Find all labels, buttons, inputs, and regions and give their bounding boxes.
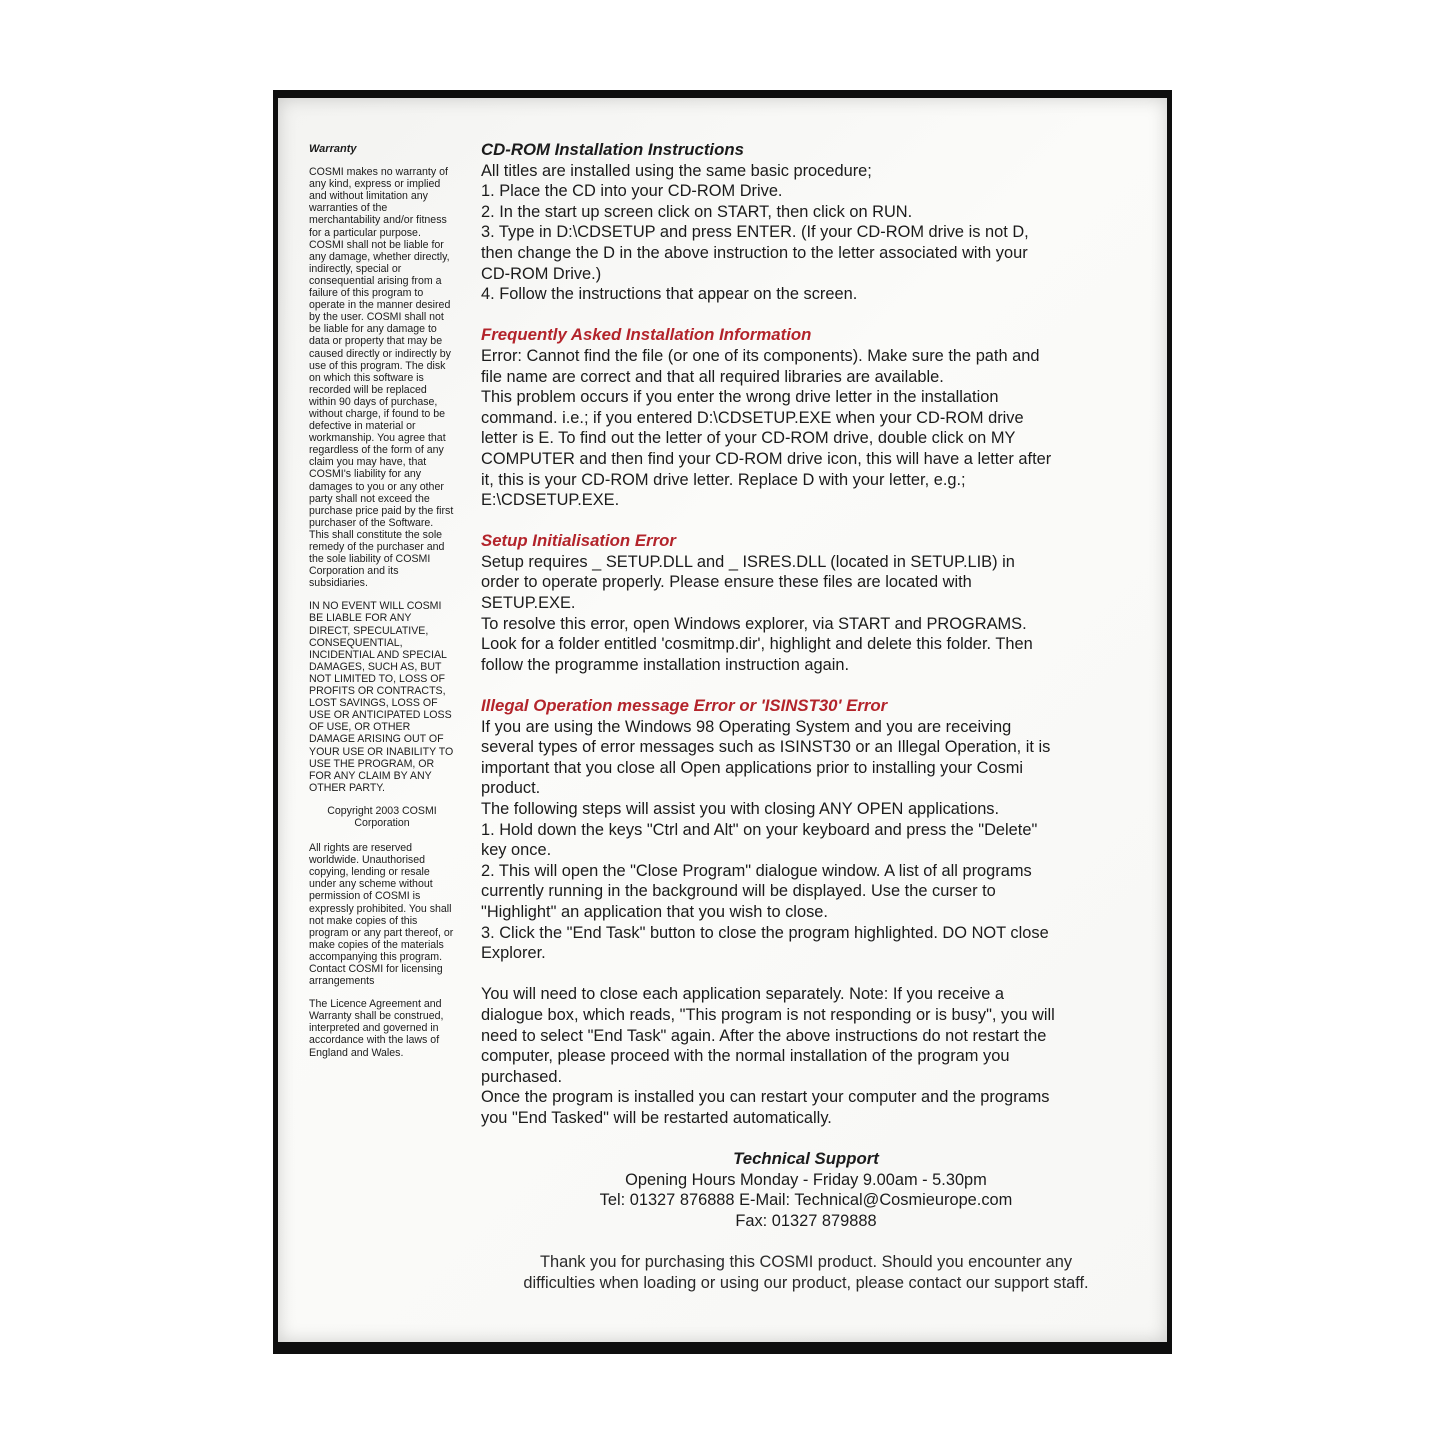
warranty-text: COSMI makes no warranty of any kind, express or implied and without limitation any warranties of the merchantability and/or fitness for a particular purpose. COSMI shall not be liable for any damage, whether directly, indirectly, special or consequential arising from a failure of this program to operate in the manner desired by the user. COSMI shall not be liable for any damage to data or property that may be caused directly or indirectly by use of this program. The disk on which this software is recorded will be replaced within 90 days of purchase, without charge, if found to be defective in material or workmanship. You agree that regardless of the form of any claim you may have, that COSMI's liability for any damages to you or any other party shall not exceed the purchase price paid by the first purchaser of the Software. This shall constitute the sole remedy of the purchaser and the sole liability of COSMI Corporation and its subsidiaries. (309, 166, 454, 590)
text-line: 2. In the start up screen click on START, then click on RUN. (481, 202, 913, 221)
rights-text: All rights are reserved worldwide. Unauthorised copying, lending or resale under any scheme without permission of COSMI is expressly prohibited. You shall not make copies of this program or any part thereof, or make copies of the materials accompanying this program. Contact COSMI for licensing arrangements (309, 842, 454, 988)
text-line: Look for a folder entitled 'cosmitmp.dir', highlight and delete this folder. Then (481, 635, 1033, 654)
text-line: important that you close all Open applications prior to installing your Cosmi (481, 758, 1024, 777)
text-line: order to operate properly. Please ensure these files are located with (481, 573, 972, 592)
faq-title: Frequently Asked Installation Information (481, 325, 812, 345)
text-line: "Highlight" an application that you wish to close. (481, 902, 828, 921)
text-line: SETUP.EXE. (481, 594, 576, 613)
close-apps-lines (481, 984, 1131, 1128)
text-line: computer, please proceed with the normal installation of the program you (481, 1047, 1010, 1066)
technical-support-block (481, 1149, 1131, 1231)
faq-lines (481, 346, 1131, 511)
text-line: Setup requires _ SETUP.DLL and _ ISRES.DLL (located in SETUP.LIB) in (481, 552, 1015, 571)
install-title: CD-ROM Installation Instructions (481, 140, 744, 159)
support-title: Technical Support (733, 1149, 879, 1169)
warranty-column (309, 143, 455, 1070)
text-line: key once. (481, 841, 552, 860)
text-line: letter is E. To find out the letter of your CD-ROM drive, double click on MY (481, 429, 1016, 448)
liability-text: IN NO EVENT WILL COSMI BE LIABLE FOR ANY DIRECT, SPECULATIVE, CONSEQUENTIAL, INCIDENTIAL AND SPECIAL DAMAGES, SUCH AS, BUT NOT LIMITED TO, LOSS OF PROFITS OR CONTRACTS, LOST SAVINGS, LOSS OF USE OR ANTICIPATED LOSS OF USE, OR OTHER DAMAGE ARISING OUT OF YOUR USE OR INABILITY TO USE THE PROGRAM, OR FOR ANY CLAIM BY ANY OTHER PARTY. (309, 600, 454, 794)
setup-lines (481, 552, 1131, 676)
text-line: Thank you for purchasing this COSMI product. Should you encounter any (539, 1253, 1073, 1272)
illegal-operation-title: Illegal Operation message Error or 'ISINST30' Error (481, 696, 888, 716)
copyright-text: Copyright 2003 COSMI Corporation (327, 804, 437, 829)
text-line: If you are using the Windows 98 Operating System and you are receiving (481, 717, 1012, 736)
text-line: currently running in the background will be displayed. Use the curser to (481, 882, 996, 901)
text-line: All titles are installed using the same basic procedure; (481, 161, 872, 180)
illegal-lines (481, 717, 1131, 964)
text-line: file name are correct and that all required libraries are available. (481, 367, 944, 386)
text-line: Error: Cannot find the file (or one of its components). Make sure the path and (481, 346, 1040, 365)
text-line: purchased. (481, 1067, 563, 1086)
text-line: 1. Place the CD into your CD-ROM Drive. (481, 182, 783, 201)
main-column (481, 140, 1131, 1293)
text-line: product. (481, 779, 541, 798)
instruction-sheet (278, 98, 1167, 1342)
text-line: dialogue box, which reads, "This program is not responding or is busy", you will (481, 1005, 1055, 1024)
text-line: command. i.e.; if you entered D:\CDSETUP.EXE when your CD-ROM drive (481, 408, 1024, 427)
text-line: 3. Click the "End Task" button to close the program highlighted. DO NOT close (481, 923, 1049, 942)
text-line: you "End Tasked" will be restarted automatically. (481, 1108, 832, 1127)
licence-text: The Licence Agreement and Warranty shall be construed, interpreted and governed in accordance with the laws of England and Wales. (309, 998, 444, 1059)
text-line: E:\CDSETUP.EXE. (481, 491, 620, 510)
text-line: To resolve this error, open Windows explorer, via START and PROGRAMS. (481, 614, 1027, 633)
setup-error-title: Setup Initialisation Error (481, 531, 676, 551)
text-line: several types of error messages such as ISINST30 or an Illegal Operation, it is (481, 738, 1051, 757)
page-frame (273, 90, 1172, 1354)
text-line: difficulties when loading or using our product, please contact our support staff. (523, 1273, 1089, 1292)
thank-you-note (481, 1252, 1131, 1293)
text-line: COMPUTER and then find your CD-ROM drive icon, this will have a letter after (481, 449, 1052, 468)
text-line: Once the program is installed you can restart your computer and the programs (481, 1088, 1050, 1107)
text-line: You will need to close each application separately. Note: If you receive a (481, 985, 1004, 1004)
text-line: 2. This will open the "Close Program" dialogue window. A list of all programs (481, 861, 1032, 880)
install-lines (481, 161, 1131, 305)
text-line: follow the programme installation instruction again. (481, 655, 850, 674)
support-contact: Tel: 01327 876888 E-Mail: Technical@Cosmieurope.com (599, 1191, 1013, 1210)
text-line: then change the D in the above instruction to the letter associated with your (481, 243, 1028, 262)
text-line: 3. Type in D:\CDSETUP and press ENTER. (If your CD-ROM drive is not D, (481, 223, 1029, 242)
support-fax: Fax: 01327 879888 (735, 1211, 877, 1230)
text-line: Explorer. (481, 944, 546, 963)
text-line: The following steps will assist you with closing ANY OPEN applications. (481, 800, 1000, 818)
warranty-title: Warranty (309, 143, 357, 155)
opening-hours: Opening Hours Monday - Friday 9.00am - 5.30pm (625, 1170, 987, 1189)
text-line: This problem occurs if you enter the wrong drive letter in the installation (481, 388, 999, 407)
text-line: need to select "End Task" again. After the above instructions do not restart the (481, 1026, 1047, 1045)
text-line: CD-ROM Drive.) (481, 264, 602, 283)
text-line: 4. Follow the instructions that appear on the screen. (481, 285, 858, 304)
text-line: it, this is your CD-ROM drive letter. Replace D with your letter, e.g.; (481, 470, 966, 489)
text-line: 1. Hold down the keys "Ctrl and Alt" on your keyboard and press the "Delete" (481, 820, 1038, 839)
